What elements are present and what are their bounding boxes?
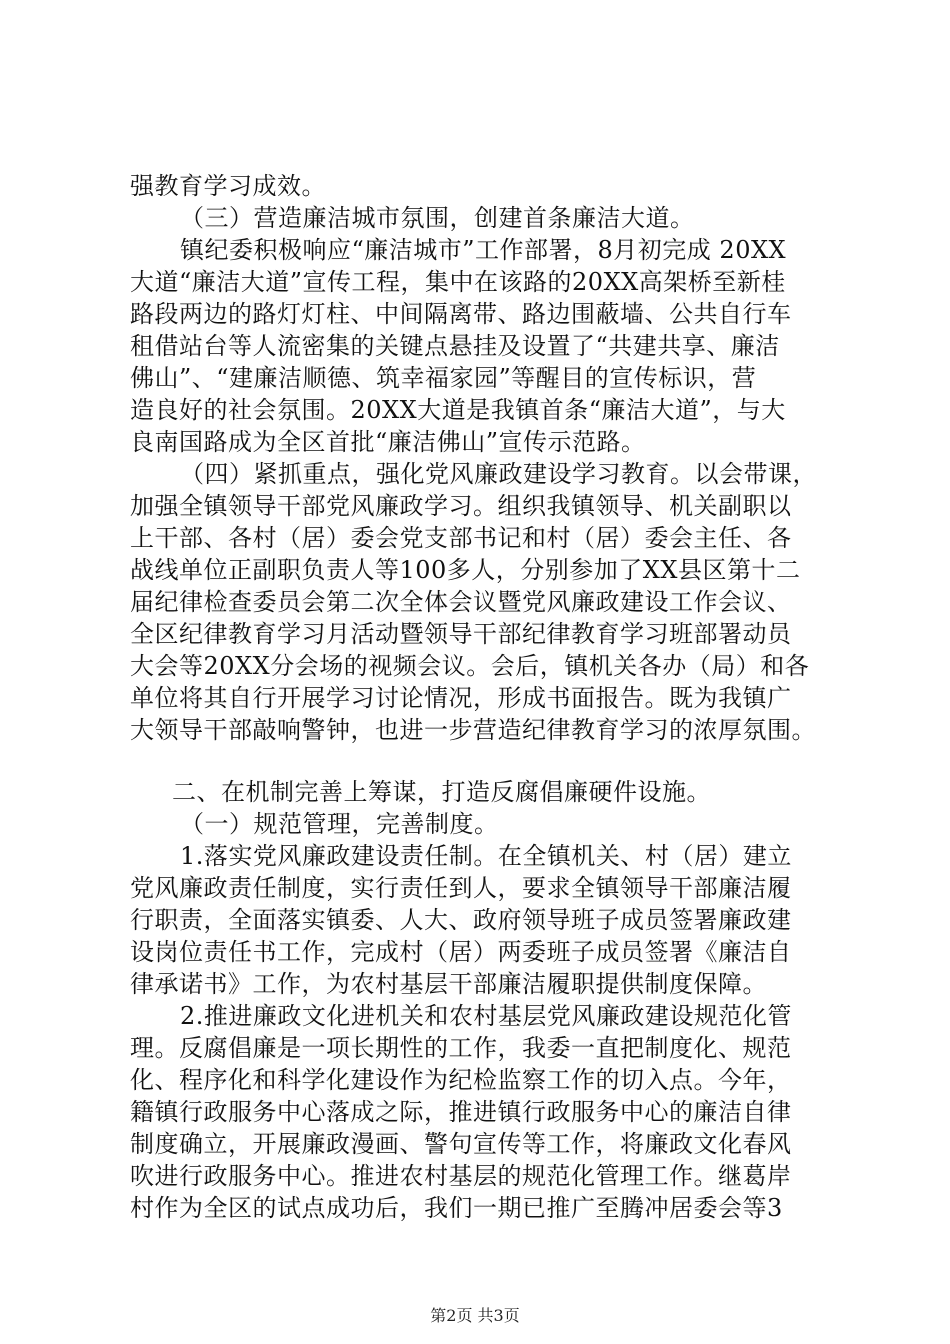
paragraph-line: 大道“廉洁大道”宣传工程，集中在该路的20XX高架桥至新桂 <box>130 268 786 296</box>
paragraph-line: 1.落实党风廉政建设责任制。在全镇机关、村（居）建立 <box>180 842 792 870</box>
paragraph-line: 籍镇行政服务中心落成之际，推进镇行政服务中心的廉洁自律 <box>130 1098 792 1126</box>
paragraph-line: 强教育学习成效。 <box>130 172 326 200</box>
section-heading: （四）紧抓重点，强化党风廉政建设学习教育。以会带课， <box>180 460 817 488</box>
paragraph-line: 村作为全区的试点成功后，我们一期已推广至腾冲居委会等3 <box>130 1194 783 1222</box>
paragraph-line: 造良好的社会氛围。20XX大道是我镇首条“廉洁大道”，与大 <box>130 396 786 424</box>
paragraph-line: 佛山”、“建廉洁顺德、筑幸福家园”等醒目的宣传标识，营 <box>130 364 757 392</box>
paragraph-line: 良南国路成为全区首批“廉洁佛山”宣传示范路。 <box>130 428 646 456</box>
paragraph-line: 届纪律检查委员会第二次全体会议暨党风廉政建设工作会议、 <box>130 588 792 616</box>
paragraph-line: 单位将其自行开展学习讨论情况，形成书面报告。既为我镇广 <box>130 684 792 712</box>
paragraph-line: 战线单位正副职负责人等100多人，分别参加了XX县区第十二 <box>130 556 801 584</box>
paragraph-line: 2.推进廉政文化进机关和农村基层党风廉政建设规范化管 <box>180 1002 792 1030</box>
paragraph-line: 路段两边的路灯灯柱、中间隔离带、路边围蔽墙、公共自行车 <box>130 300 792 328</box>
paragraph-line: 化、程序化和科学化建设作为纪检监察工作的切入点。今年， <box>130 1066 792 1094</box>
page-number-footer: 第2页 共3页 <box>430 1306 520 1325</box>
paragraph-line: 上干部、各村（居）委会党支部书记和村（居）委会主任、各 <box>130 524 792 552</box>
paragraph-line: 设岗位责任书工作，完成村（居）两委班子成员签署《廉洁自 <box>130 938 792 966</box>
paragraph-line: 行职责，全面落实镇委、人大、政府领导班子成员签署廉政建 <box>130 906 792 934</box>
paragraph-line: 吹进行政服务中心。推进农村基层的规范化管理工作。继葛岸 <box>130 1162 792 1190</box>
paragraph-line: 党风廉政责任制度，实行责任到人，要求全镇领导干部廉洁履 <box>130 874 792 902</box>
paragraph-line: 镇纪委积极响应“廉洁城市”工作部署，8月初完成 20XX <box>180 236 787 264</box>
chapter-heading: 二、在机制完善上筹谋，打造反腐倡廉硬件设施。 <box>172 778 711 806</box>
paragraph-line: 律承诺书》工作，为农村基层干部廉洁履职提供制度保障。 <box>130 970 767 998</box>
section-heading: （一）规范管理，完善制度。 <box>180 810 499 838</box>
paragraph-line: 大会等20XX分会场的视频会议。会后，镇机关各办（局）和各 <box>130 652 810 680</box>
paragraph-line: 全区纪律教育学习月活动暨领导干部纪律教育学习班部署动员 <box>130 620 792 648</box>
section-heading: （三）营造廉洁城市氛围，创建首条廉洁大道。 <box>180 204 695 232</box>
paragraph-line: 租借站台等人流密集的关键点悬挂及设置了“共建共享、廉洁 <box>130 332 780 360</box>
paragraph-line: 大领导干部敲响警钟，也进一步营造纪律教育学习的浓厚氛围。 <box>130 716 816 744</box>
paragraph-line: 理。反腐倡廉是一项长期性的工作，我委一直把制度化、规范 <box>130 1034 792 1062</box>
paragraph-line: 制度确立，开展廉政漫画、警句宣传等工作，将廉政文化春风 <box>130 1130 792 1158</box>
paragraph-line: 加强全镇领导干部党风廉政学习。组织我镇领导、机关副职以 <box>130 492 792 520</box>
